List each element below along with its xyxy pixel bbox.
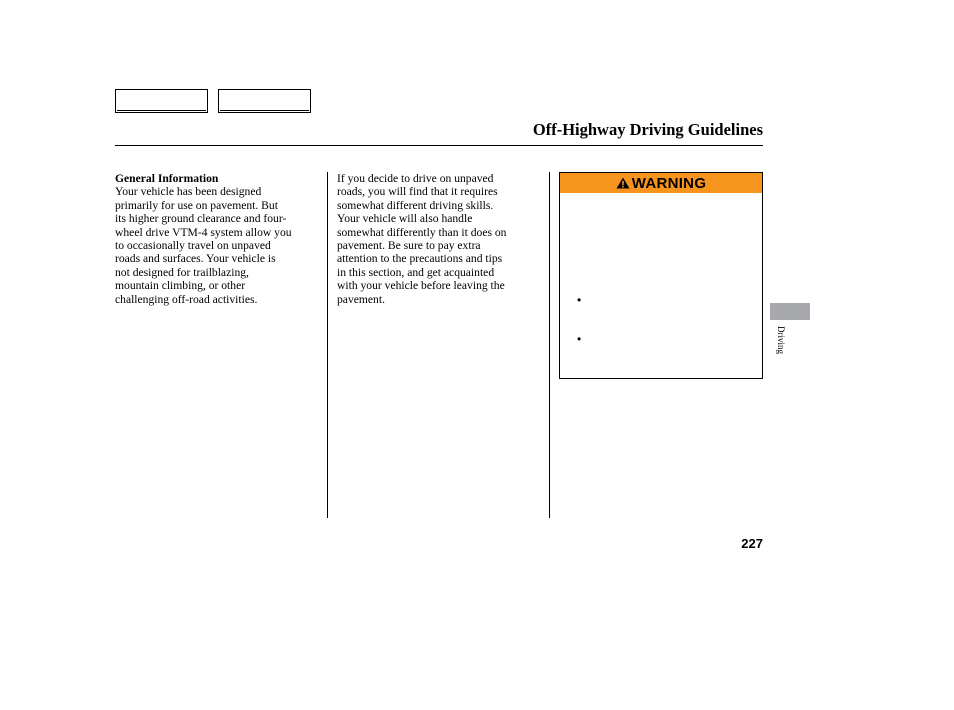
paragraph-line: Your vehicle has been designed: [115, 185, 262, 199]
warning-label: WARNING: [631, 174, 707, 192]
paragraph-line: its higher ground clearance and four-: [115, 212, 287, 226]
page-number: 227: [741, 536, 763, 551]
warning-bullet: •: [577, 293, 582, 307]
warning-triangle-icon: [616, 177, 630, 189]
paragraph-line: to occasionally travel on unpaved: [115, 239, 271, 253]
paragraph-line: challenging off-road activities.: [115, 292, 258, 306]
section-tab[interactable]: [770, 303, 810, 320]
paragraph-line: not designed for trailblazing,: [115, 265, 249, 279]
paragraph-line: wheel drive VTM-4 system allow you: [115, 225, 292, 239]
paragraph-line: Your vehicle will also handle: [337, 212, 473, 226]
title-divider: [115, 145, 763, 146]
paragraph-line: somewhat differently than it does on: [337, 225, 507, 239]
paragraph-line: somewhat different driving skills.: [337, 198, 494, 212]
section-label: Driving: [776, 326, 786, 354]
column-general-information: [115, 172, 327, 306]
paragraph-line: attention to the precautions and tips: [337, 252, 503, 266]
paragraph-line: pavement.: [337, 292, 385, 306]
paragraph-line: in this section, and get acquainted: [337, 265, 495, 279]
paragraph-line: mountain climbing, or other: [115, 279, 246, 293]
column-divider: [327, 172, 328, 518]
warning-banner: [560, 173, 762, 193]
index-button[interactable]: [218, 89, 311, 113]
paragraph-line: pavement. Be sure to pay extra: [337, 239, 481, 253]
warning-box: [559, 172, 763, 379]
warning-bullet: •: [577, 332, 582, 346]
page-title: Off-Highway Driving Guidelines: [532, 120, 763, 139]
paragraph-line: primarily for use on pavement. But: [115, 198, 278, 212]
paragraph-line: with your vehicle before leaving the: [337, 279, 505, 293]
section-heading: General Information: [115, 172, 219, 185]
column-divider: [549, 172, 550, 518]
column-unpaved-roads: [337, 172, 547, 306]
paragraph-line: roads and surfaces. Your vehicle is: [115, 252, 276, 266]
paragraph-line: If you decide to drive on unpaved: [337, 172, 494, 185]
paragraph-line: roads, you will find that it requires: [337, 185, 498, 199]
main-menu-button[interactable]: [115, 89, 208, 113]
